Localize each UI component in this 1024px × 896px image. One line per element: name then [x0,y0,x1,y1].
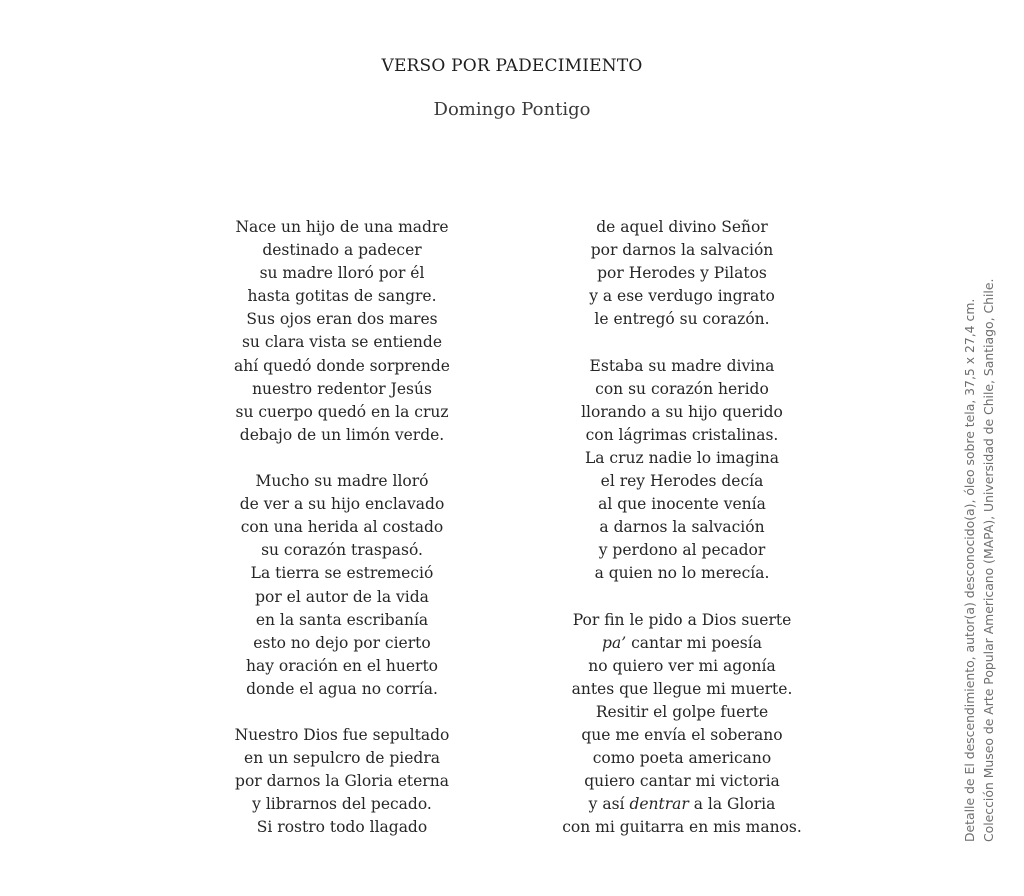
poem-line: al que inocente venía [598,495,766,514]
poem-line: el rey Herodes decía [600,472,764,491]
poem-line: nuestro redentor Jesús [252,379,432,398]
poem-line: hay oración en el huerto [245,656,439,675]
poem-stanza [200,470,484,701]
poem-line: La cruz nadie lo imagina [584,448,780,467]
poem-line: y librarnos del pecado. [252,795,432,814]
poem-line: llorando a su hijo querido [581,402,783,421]
poem-line: de ver a su hijo enclavado [239,495,445,514]
poem-line: no quiero ver mi agonía [588,656,776,675]
poem-right-column [540,216,824,840]
caption-line-1: Detalle de El descendimiento, autor(a) desconocido(a), óleo sobre tela, 37,5 x 27,4 cm. [962,298,977,842]
poem-line: por darnos la salvación [590,241,774,260]
poem-line: ahí quedó donde sorprende [234,356,450,375]
poem-line: debajo de un limón verde. [239,425,445,444]
poem-line: Estaba su madre divina [589,356,775,375]
poem-line: Nuestro Dios fue sepultado [234,726,450,745]
poem-line: a quien no lo merecía. [594,564,770,583]
poem-line: con lágrimas cristalinas. [585,425,779,444]
poem-line: quiero cantar mi victoria [584,772,780,791]
poem-line: donde el agua no corría. [246,679,438,698]
poem-stanza [540,216,824,331]
poem-line-italic-segment: pa’ [602,633,627,652]
poem-line: hasta gotitas de sangre. [247,287,437,306]
poem-line: como poeta americano [592,749,772,768]
poem-line: su clara vista se entiende [241,333,443,352]
poem-line: Nace un hijo de una madre [235,218,449,236]
poem-line: esto no dejo por cierto [253,633,431,652]
poem-stanza [540,609,824,840]
poem-line [540,793,824,816]
poem-line: en un sepulcro de piedra [244,749,440,768]
poem-line-segment: a la Gloria [688,795,776,814]
poem-line: de aquel divino Señor [596,218,768,236]
poem-line: a darnos la salvación [599,518,765,537]
poem-line: Por fin le pido a Dios suerte [572,610,792,629]
poem-stanza [540,355,824,586]
poem-stanza [200,724,484,839]
poem-line: Resitir el golpe fuerte [595,702,769,721]
caption-line-2: Colección Museo de Arte Popular Americano (MAPA), Universidad de Chile, Santiago, Chile. [981,278,996,842]
poem-line: su cuerpo quedó en la cruz [235,402,449,421]
poem-line-italic-segment: dentrar [629,795,689,814]
poem-line: La tierra se estremeció [250,564,434,583]
poem-line-segment: cantar mi poesía [626,633,762,652]
poem-line: con su corazón herido [595,379,769,398]
poem-line: le entregó su corazón. [594,310,770,329]
poem-author: Domingo Pontigo [433,99,591,120]
poem-line: destinado a padecer [262,241,422,260]
poem-line: por darnos la Gloria eterna [235,772,449,791]
poem-line: Sus ojos eran dos mares [246,310,438,329]
poem-line: y a ese verdugo ingrato [589,287,775,306]
poem-line: antes que llegue mi muerte. [571,679,793,698]
poem-line: con mi guitarra en mis manos. [562,818,802,837]
poem-line: por Herodes y Pilatos [597,264,767,283]
poem-stanza [200,216,484,447]
poem-line: que me envía el soberano [581,726,783,745]
poem-line: con una herida al costado [240,518,444,537]
poem-line [540,632,824,655]
poem-line: su corazón traspasó. [261,541,423,560]
poem-line: por el autor de la vida [255,587,429,606]
image-caption [960,279,998,842]
poem-title: VERSO POR PADECIMIENTO [381,56,643,76]
poem-line: y perdono al pecador [598,541,766,560]
poem-line-segment: y así [588,795,630,814]
poem-line: Mucho su madre lloró [255,472,429,491]
poem-line: su madre lloró por él [259,264,425,283]
poem-line: en la santa escribanía [255,610,429,629]
poem-line: Si rostro todo llagado [256,818,428,837]
poem-left-column [200,216,484,840]
